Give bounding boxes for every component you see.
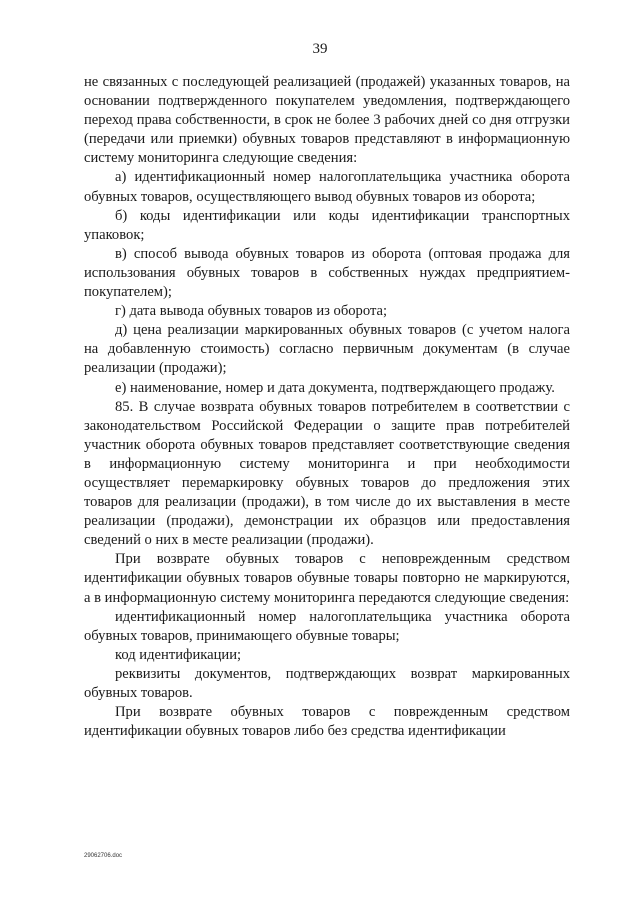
- list-item-g: г) дата вывода обувных товаров из оборота;: [115, 303, 388, 320]
- list-item-inn: идентификационный номер налогоплательщика участника оборота обувных товаров, принимающего обувные товары;: [84, 608, 570, 644]
- paragraph-damaged-return: При возврате обувных товаров с поврежденным средством идентификации обувных товаров либо без средства идентификации: [84, 704, 570, 740]
- list-item-a: а) идентификационный номер налогоплательщика участника оборота обувных товаров, осуществляющего вывод обувных товаров из оборота;: [84, 169, 570, 205]
- paragraph-undamaged-return: При возврате обувных товаров с неповрежденным средством идентификации обувных товаров обувные товары повторно не маркируются, а в информационную систему мониторинга передаются следующие сведения:: [84, 551, 570, 606]
- list-item-v: в) способ вывода обувных товаров из оборота (оптовая продажа для использования обувных товаров в собственных нуждах предприятием-покупателем);: [84, 245, 570, 301]
- list-item-d: д) цена реализации маркированных обувных товаров (с учетом налога на добавленную стоимость) согласно первичным документам (в случае реализации (продажи);: [84, 322, 570, 377]
- footer-filename: 29062706.doc: [84, 853, 123, 859]
- page-number: 39: [312, 41, 328, 57]
- paragraph-continuation: не связанных с последующей реализацией (продажей) указанных товаров, на основании подтвержденного покупателем уведомления, подтверждающего переход права собственности, в срок не более 3 рабочих дней со дня отгрузки (передачи или приемки) обувных товаров представляют в информационную систему мониторинга следующие сведения:: [84, 74, 570, 167]
- list-item-e: е) наименование, номер и дата документа, подтверждающего продажу.: [115, 379, 555, 396]
- clause-85: 85. В случае возврата обувных товаров потребителем в соответствии с законодательством Российской Федерации о защите прав потребителей участник оборота обувных товаров представляет соответствующие сведения в информационную систему мониторинга и при необходимости осуществляет перемаркировку обувных товаров до предложения этих товаров для реализации (продажи), в том числе до их выставления в месте реализации (продажи), демонстрации их образцов или предоставления сведений о них в месте реализации (продажи).: [84, 398, 570, 549]
- document-body: [84, 73, 570, 741]
- list-item-b: б) коды идентификации или коды идентификации транспортных упаковок;: [84, 207, 570, 243]
- list-item-documents: реквизиты документов, подтверждающих возврат маркированных обувных товаров.: [84, 665, 570, 701]
- list-item-id-code: код идентификации;: [115, 646, 242, 663]
